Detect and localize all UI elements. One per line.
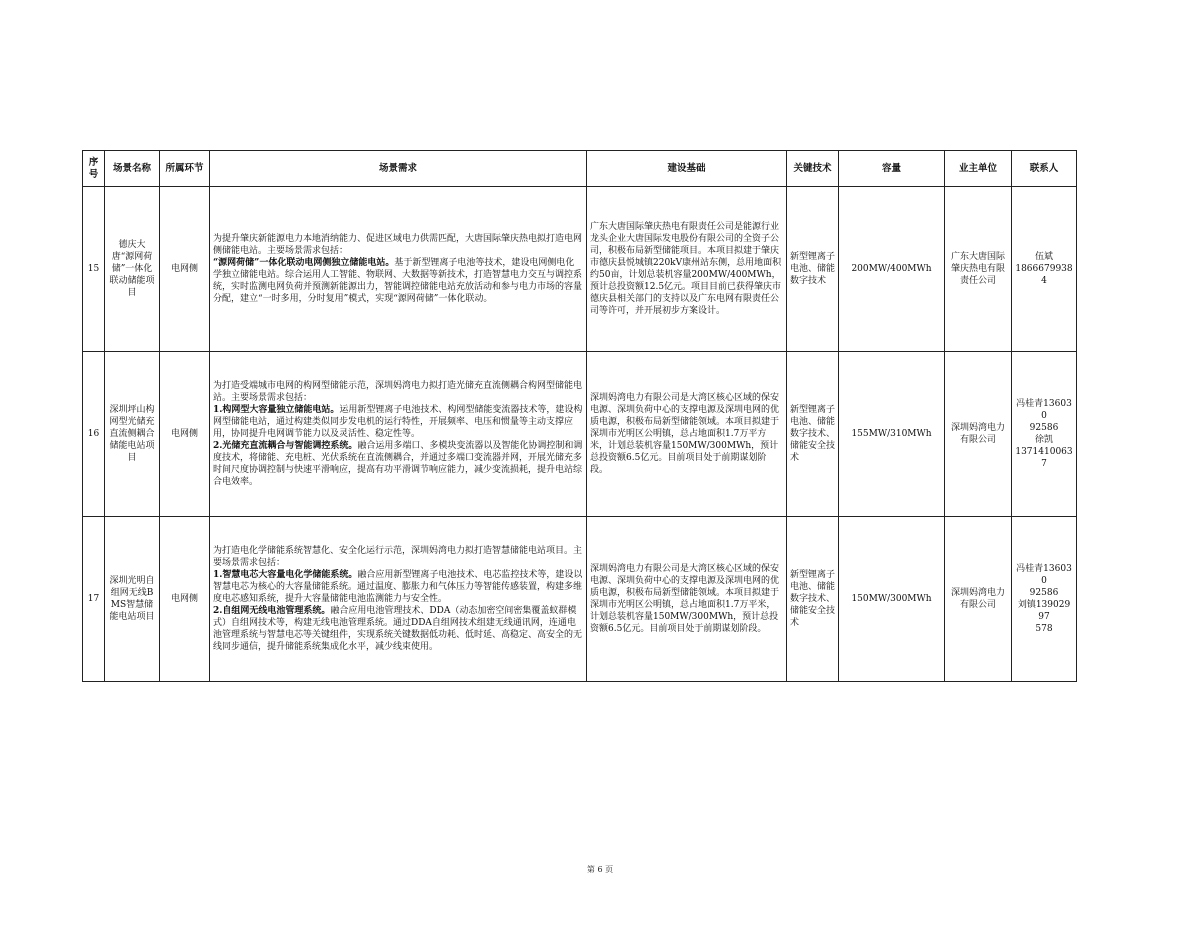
demand-paragraph bbox=[213, 440, 583, 488]
cell-tech: 新型锂离子电池、储能数字技术、储能安全技术 bbox=[787, 517, 839, 682]
demand-heading: 1.智慧电芯大容量电化学储能系统。 bbox=[213, 570, 358, 580]
header-segment: 所属环节 bbox=[160, 151, 210, 187]
cell-name: 德庆大唐“源网荷储”一体化联动储能项目 bbox=[105, 187, 160, 352]
page-number: 第 6 页 bbox=[586, 865, 614, 874]
demand-paragraph bbox=[213, 233, 583, 257]
cell-name: 深圳坪山构网型光储充直流侧耦合储能电站项目 bbox=[105, 352, 160, 517]
demand-text: 为打造电化学储能系统智慧化、安全化运行示范，深圳妈湾电力拟打造智慧储能电站项目。主要场景需求包括： bbox=[213, 546, 583, 568]
cell-demand bbox=[210, 352, 587, 517]
demand-text: 融合运用多端口、多模块变流器以及智能化协调控制和调度技术，将储能、充电桩、光伏系统在直流侧耦合，并通过多端口变流器并网，开展光储充多时间尺度协调控制与快速平滑响应，提高有功平滑调节响应能力，减少变流损耗，提升电站综合电效率。 bbox=[213, 441, 583, 487]
cell-basis: 深圳妈湾电力有限公司是大湾区核心区域的保安电源、深圳负荷中心的支撑电源及深圳电网的优质电源，积极布局新型储能领域。本项目拟建于深圳市光明区公明镇，总占地面积1.7万平米，计划总装机容量150MW/300MWh，预计总投资额6.5亿元。目前项目处于前期谋划阶段。 bbox=[587, 517, 787, 682]
cell-demand bbox=[210, 517, 587, 682]
demand-heading: 2.自组网无线电池管理系统。 bbox=[213, 606, 331, 616]
header-name: 场景名称 bbox=[105, 151, 160, 187]
cell-segment: 电网侧 bbox=[160, 352, 210, 517]
cell-owner: 广东大唐国际肇庆热电有限责任公司 bbox=[945, 187, 1012, 352]
cell-name: 深圳光明自组网无线BMS智慧储能电站项目 bbox=[105, 517, 160, 682]
cell-segment: 电网侧 bbox=[160, 517, 210, 682]
demand-text: 基于新型锂离子电池等技术，建设电网侧电化学独立储能电站。综合运用人工智能、物联网、大数据等新技术，打造智慧电力交互与调控系统，实时监测电网负荷并预测新能源出力，智能调控储能电站充放活动和参与电力市场的容量分配，建立“一时多用，分时复用”模式，实现“源网荷储”一体化联动。 bbox=[213, 258, 583, 304]
header-tech: 关键技术 bbox=[787, 151, 839, 187]
scenario-table bbox=[82, 150, 1077, 682]
table-row bbox=[83, 187, 1077, 352]
demand-paragraph bbox=[213, 545, 583, 569]
cell-demand bbox=[210, 187, 587, 352]
header-contact: 联系人 bbox=[1012, 151, 1077, 187]
demand-paragraph bbox=[213, 380, 583, 404]
demand-paragraph bbox=[213, 257, 583, 305]
demand-text: 运用新型锂离子电池技术、构网型储能变流器技术等，建设构网型储能电站，通过构建类似同步发电机的运行特性，开展频率、电压和惯量等主动支撑应用，协同提升电网调节能力以及灵活性、稳定性等。 bbox=[213, 405, 583, 439]
demand-text: 融合应用新型锂离子电池技术、电芯监控技术等，建设以智慧电芯为核心的大容量储能系统。通过温度、膨胀力和气体压力等智能传感装置，构建多维度电芯感知系统，提升大容量储能电池监测能力与安全性。 bbox=[213, 570, 583, 604]
cell-owner: 深圳妈湾电力有限公司 bbox=[945, 352, 1012, 517]
header-demand: 场景需求 bbox=[210, 151, 587, 187]
cell-capacity: 200MW/400MWh bbox=[839, 187, 945, 352]
cell-no: 16 bbox=[83, 352, 105, 517]
header-capacity: 容量 bbox=[839, 151, 945, 187]
header-basis: 建设基础 bbox=[587, 151, 787, 187]
table-row bbox=[83, 352, 1077, 517]
cell-basis: 广东大唐国际肇庆热电有限责任公司是能源行业龙头企业大唐国际发电股份有限公司的全资子公司，积极布局新型储能项目。本项目拟建于肇庆市德庆县悦城镇220kV康州站东侧，总用地面积约50亩，计划总装机容量200MW/400MWh，预计总投资额12.5亿元。项目目前已获得肇庆市德庆县相关部门的支持以及广东电网有限责任公司等许可，并开展初步方案设计。 bbox=[587, 187, 787, 352]
cell-segment: 电网侧 bbox=[160, 187, 210, 352]
table-header-row bbox=[83, 151, 1077, 187]
cell-no: 17 bbox=[83, 517, 105, 682]
cell-tech: 新型锂离子电池、储能数字技术、储能安全技术 bbox=[787, 352, 839, 517]
header-owner: 业主单位 bbox=[945, 151, 1012, 187]
demand-paragraph bbox=[213, 404, 583, 440]
cell-capacity: 150MW/300MWh bbox=[839, 517, 945, 682]
cell-contact: 冯桂青136030 92586 徐凯 13714100637 bbox=[1012, 352, 1077, 517]
cell-owner: 深圳妈湾电力有限公司 bbox=[945, 517, 1012, 682]
cell-contact: 伍斌 18666799384 bbox=[1012, 187, 1077, 352]
table-row bbox=[83, 517, 1077, 682]
demand-text: 为打造受端城市电网的构网型储能示范，深圳妈湾电力拟打造光储充直流侧耦合构网型储能电站。主要场景需求包括： bbox=[213, 381, 583, 403]
demand-heading: 2.光储充直流耦合与智能调控系统。 bbox=[213, 441, 358, 451]
demand-text: 融合应用电池管理技术、DDA（动态加密空间密集覆盖蚁群模式）自组网技术等，构建无线电池管理系统。通过DDA自组网技术组建无线通讯网，连通电池管理系统与智慧电芯等关键组件，实现系统关键数据低功耗、低时延、高稳定、高安全的无线同步通信，提升储能系统集成化水平，减少线束使用。 bbox=[213, 606, 583, 652]
cell-contact: 冯桂青136030 92586 刘镇13902997 578 bbox=[1012, 517, 1077, 682]
table-body bbox=[83, 187, 1077, 682]
demand-paragraph bbox=[213, 605, 583, 653]
cell-basis: 深圳妈湾电力有限公司是大湾区核心区域的保安电源、深圳负荷中心的支撑电源及深圳电网的优质电源，积极布局新型储能领域。本项目拟建于深圳市光明区公明镇，总占地面积1.7万平方米，计划总装机容量150MW/300MWh，预计总投资额6.5亿元。目前项目处于前期谋划阶段。 bbox=[587, 352, 787, 517]
demand-paragraph bbox=[213, 569, 583, 605]
demand-text: 为提升肇庆新能源电力本地消纳能力、促进区域电力供需匹配，大唐国际肇庆热电拟打造电网侧储能电站。主要场景需求包括： bbox=[213, 234, 583, 256]
demand-heading: 1.构网型大容量独立储能电站。 bbox=[213, 405, 340, 415]
cell-no: 15 bbox=[83, 187, 105, 352]
header-no: 序号 bbox=[83, 151, 105, 187]
cell-tech: 新型锂离子电池、储能数字技术 bbox=[787, 187, 839, 352]
cell-capacity: 155MW/310MWh bbox=[839, 352, 945, 517]
demand-heading: “源网荷储”一体化联动电网侧独立储能电站。 bbox=[213, 258, 395, 268]
